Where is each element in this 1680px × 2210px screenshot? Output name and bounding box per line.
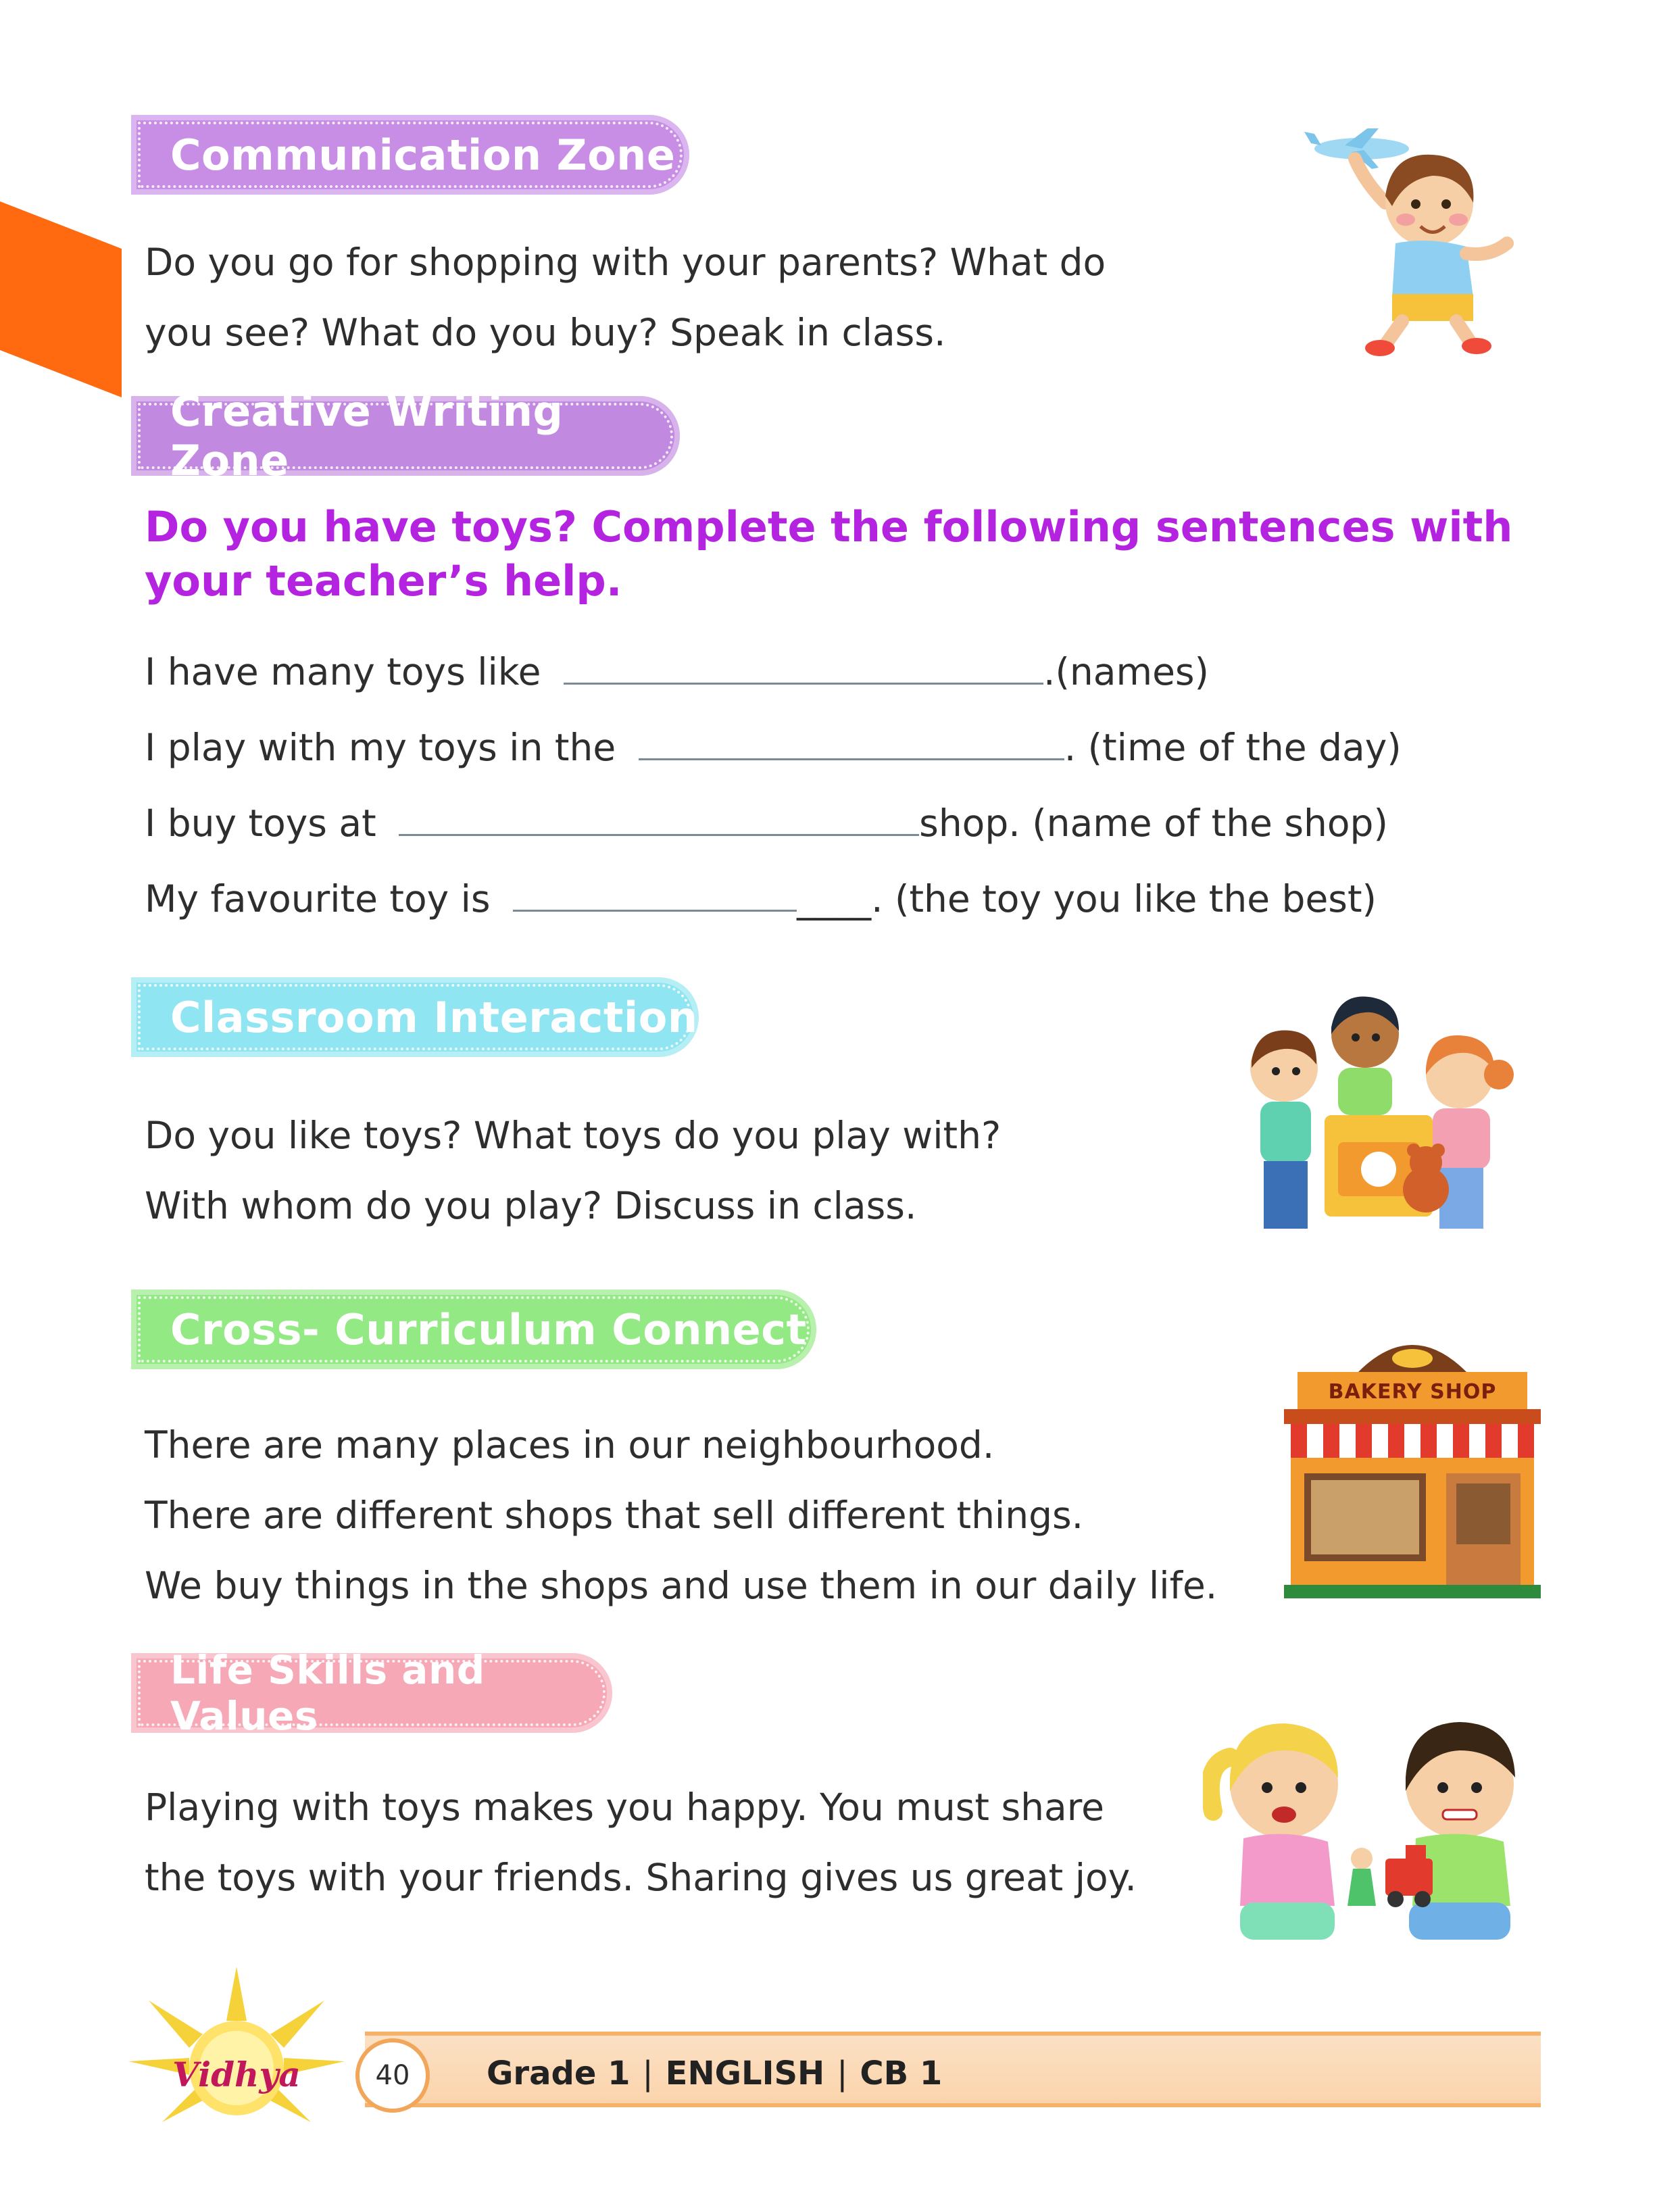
cross-curriculum-text [145, 1410, 1217, 1621]
classroom-line: With whom do you play? Discuss in class. [145, 1184, 917, 1227]
children-sharing-toys-illustration [1203, 1703, 1541, 1973]
answer-blank[interactable] [513, 879, 797, 912]
communication-zone-heading [131, 115, 689, 195]
life-skills-title: Life Skills and Values [170, 1647, 485, 1739]
life-line: the toys with your friends. Sharing gives us great joy. [145, 1856, 1137, 1899]
vidhya-logo-text: Vidhya [172, 2055, 301, 2094]
classroom-interaction-title: Classroom Interaction [170, 992, 698, 1042]
communication-line: you see? What do you buy? Speak in class. [145, 311, 946, 354]
footer-subject: ENGLISH [665, 2055, 825, 2092]
boy-with-plane-illustration [1304, 128, 1521, 358]
sentence-hint: shop. (name of the shop) [919, 802, 1388, 845]
answer-blank[interactable] [564, 652, 1043, 685]
cross-line: There are many places in our neighbourhood. [145, 1423, 995, 1467]
answer-blank[interactable] [399, 803, 919, 836]
creative-writing-zone-heading [131, 387, 680, 485]
cross-curriculum-heading [131, 1290, 816, 1369]
fill-in-sentence-3 [145, 802, 1388, 845]
awning [1284, 1424, 1541, 1458]
footer-grade: Grade 1 [487, 2055, 631, 2092]
cross-line: We buy things in the shops and use them in our daily life. [145, 1564, 1218, 1607]
creative-writing-zone-title: Creative Writing Zone [170, 387, 564, 485]
sun-logo-icon [122, 1960, 351, 2136]
creative-writing-question: Do you have toys? Complete the following sentences with your teacher’s help. [145, 502, 1513, 606]
classroom-line: Do you like toys? What toys do you play with? [145, 1114, 1002, 1157]
bakery-shop-illustration [1284, 1331, 1541, 1602]
sentence-text: My favourite toy is [145, 877, 491, 920]
footer-book: CB 1 [860, 2055, 943, 2092]
fill-in-sentence-1 [145, 650, 1209, 693]
communication-zone-title: Communication Zone [170, 130, 676, 180]
sentence-hint: ____. (the toy you like the best) [797, 877, 1377, 920]
page-number-value: 40 [375, 2060, 410, 2091]
life-skills-heading [131, 1647, 612, 1739]
sentence-hint: .(names) [1043, 650, 1210, 693]
classroom-interaction-text [145, 1100, 1001, 1241]
footer-separator: | [837, 2055, 848, 2092]
footer-title [487, 2046, 942, 2101]
footer-separator: | [642, 2055, 653, 2092]
side-tab-decoration [0, 201, 122, 397]
page-number [355, 2038, 430, 2113]
life-skills-text [145, 1772, 1137, 1913]
answer-blank[interactable] [639, 727, 1064, 760]
fill-in-sentence-4 [145, 877, 1377, 920]
sentence-hint: . (time of the day) [1064, 726, 1402, 769]
sentence-text: I have many toys like [145, 650, 541, 693]
communication-zone-text [145, 227, 1106, 368]
cross-curriculum-title: Cross- Curriculum Connect [170, 1304, 807, 1354]
children-with-toys-illustration [1237, 987, 1534, 1244]
communication-line: Do you go for shopping with your parents? What do [145, 241, 1106, 284]
cross-line: There are different shops that sell different things. [145, 1494, 1084, 1537]
sentence-text: I buy toys at [145, 802, 376, 845]
bakery-shop-sign: BAKERY SHOP [1328, 1380, 1497, 1404]
fill-in-sentence-2 [145, 726, 1402, 769]
classroom-interaction-heading [131, 977, 699, 1057]
sentence-text: I play with my toys in the [145, 726, 616, 769]
life-line: Playing with toys makes you happy. You must share [145, 1786, 1104, 1829]
